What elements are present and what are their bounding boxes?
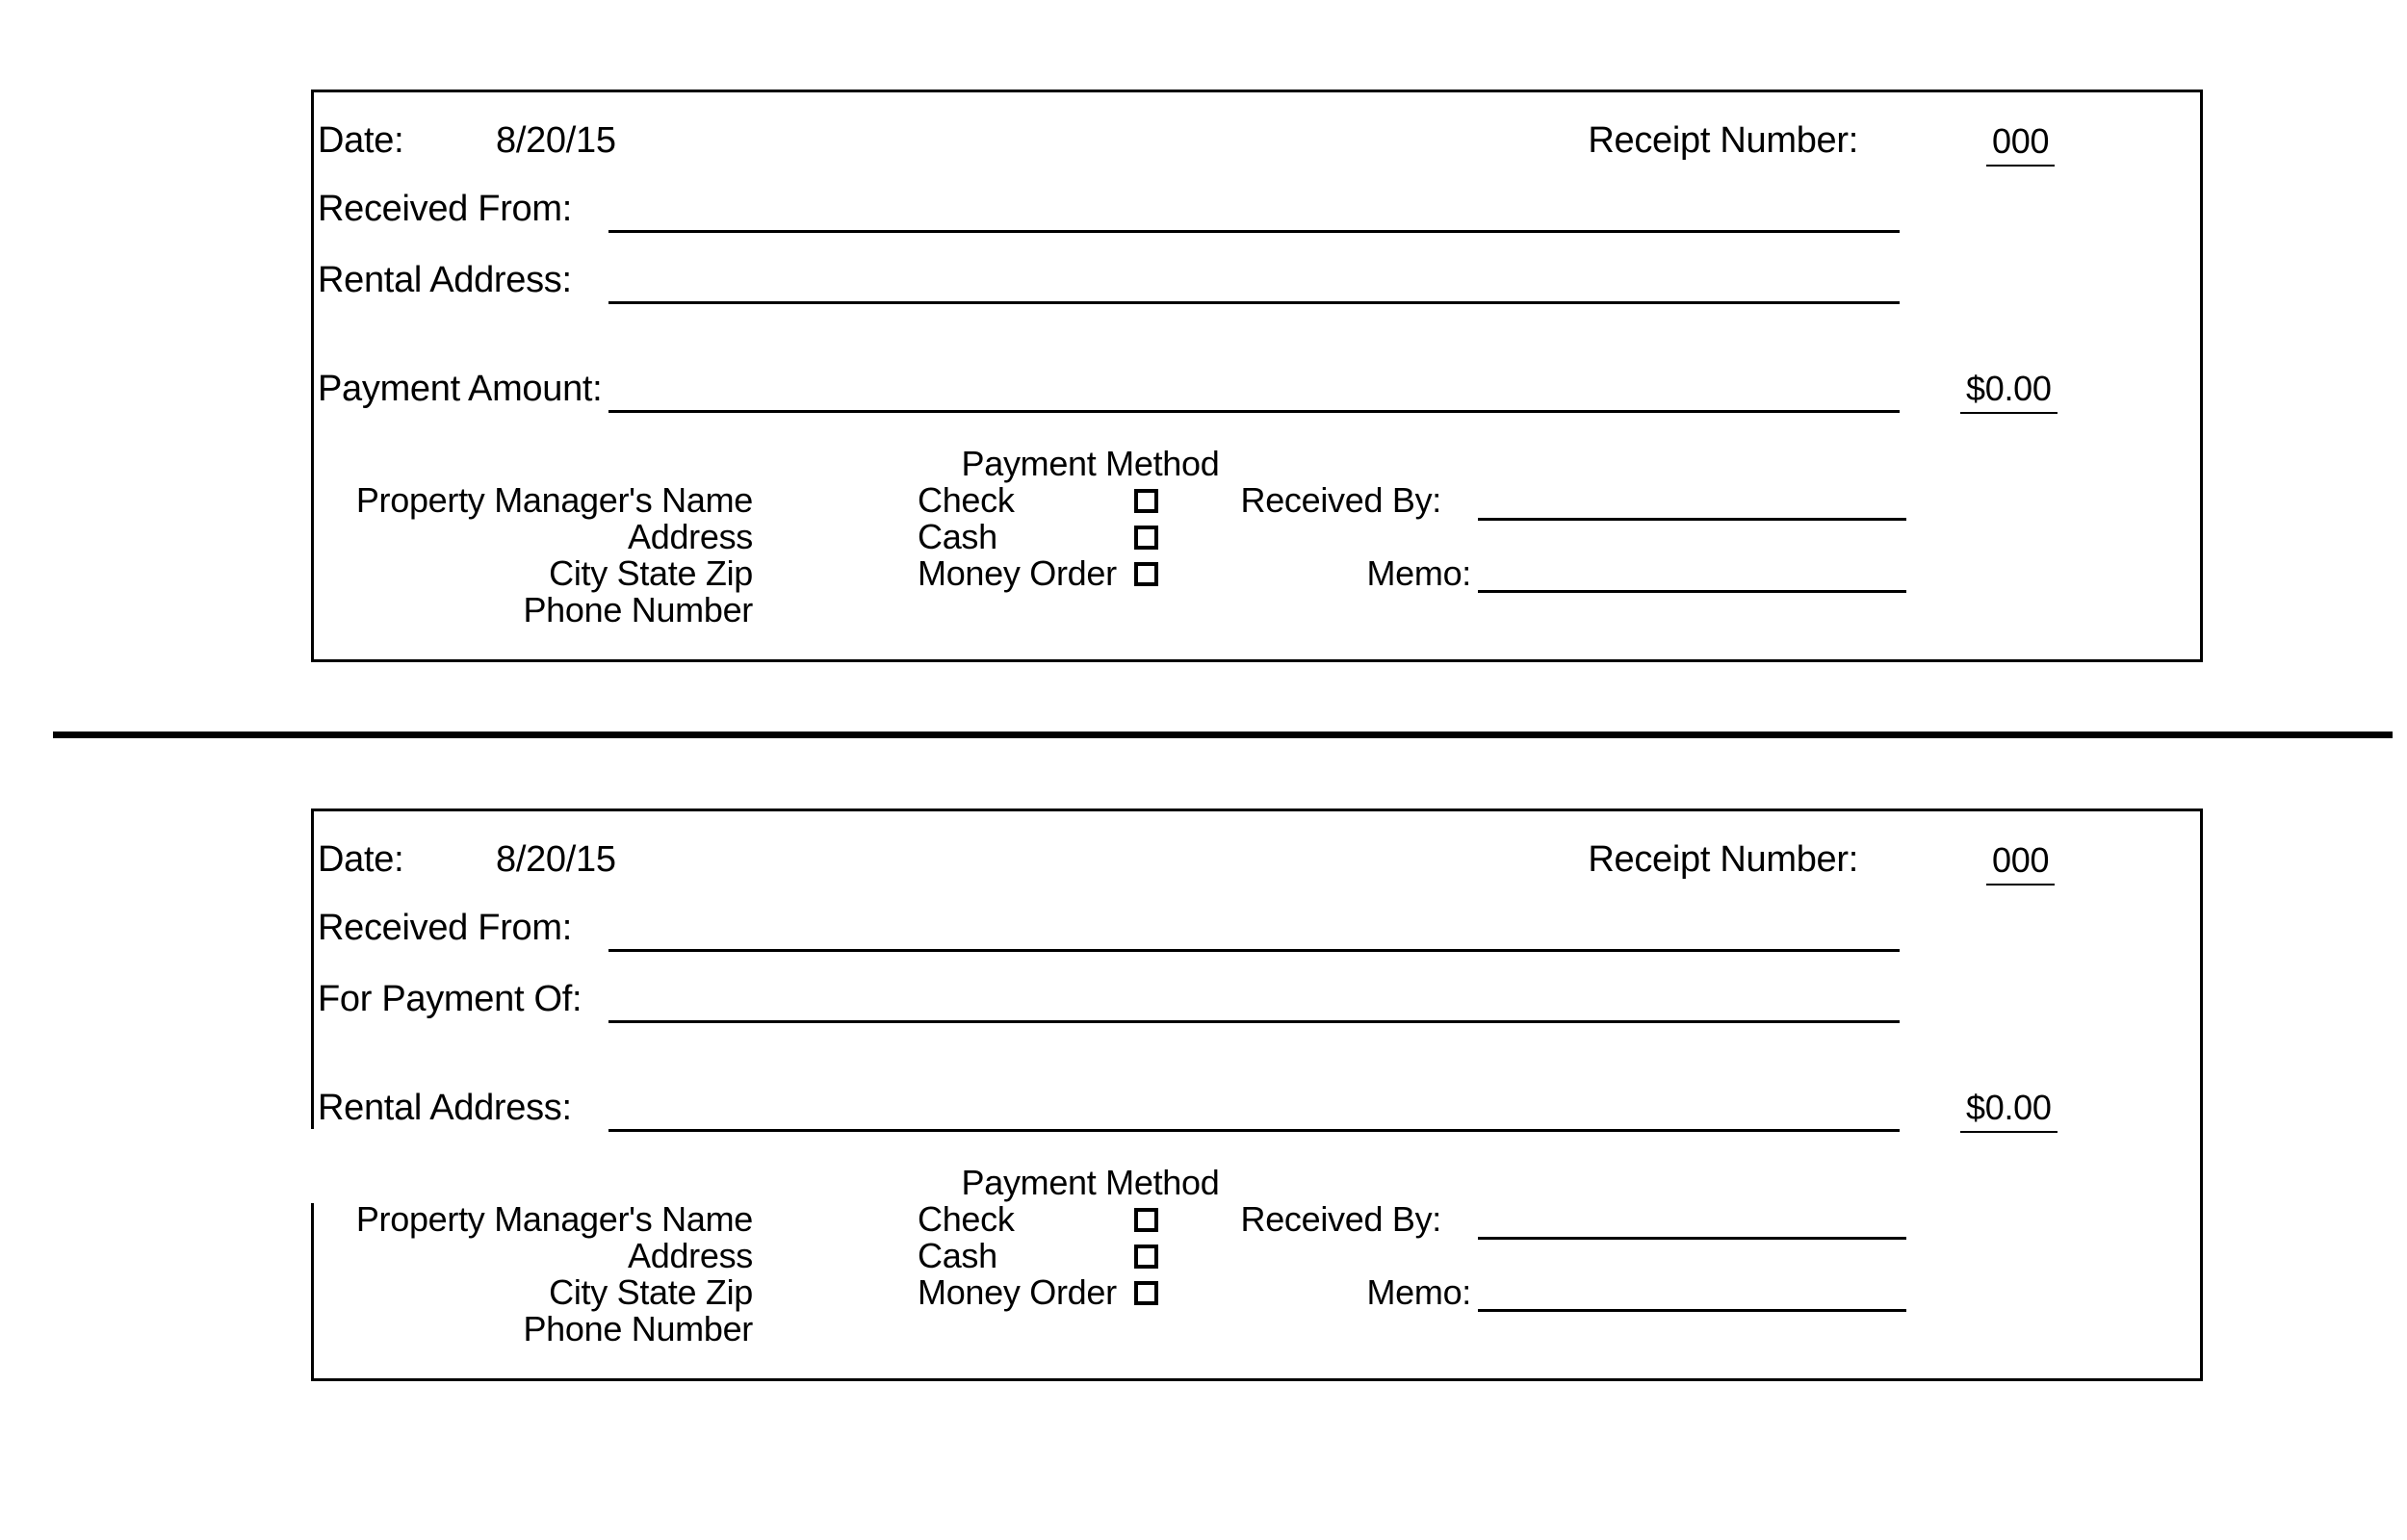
date-label: Date: [318,120,404,161]
field-label-payment-amount: Payment Amount: [318,369,603,409]
memo-line[interactable] [1478,1309,1906,1312]
option-label-money-order: Money Order [918,1272,1117,1312]
date-value: 8/20/15 [496,120,616,161]
manager-phone-placeholder: Phone Number [523,590,753,629]
date-label: Date: [318,839,404,880]
memo-line[interactable] [1478,590,1906,593]
field-label-received-from: Received From: [318,908,572,948]
field-label-received-from: Received From: [318,189,572,229]
received-by-label: Received By: [1240,480,1441,520]
payment-amount-value[interactable]: $0.00 [1960,1088,2049,1133]
money-order-checkbox[interactable] [1134,1281,1158,1305]
manager-name-placeholder: Property Manager's Name [355,480,753,520]
manager-address-placeholder: Address [628,517,753,556]
payment-method-title: Payment Method [961,1163,1220,1202]
receipt-number-label: Receipt Number: [1588,120,1858,161]
receipt-number-value[interactable]: 000 [1986,840,2054,886]
option-label-cash: Cash [918,517,997,556]
memo-label: Memo: [1366,1272,1471,1312]
fill-line-rental-address[interactable] [608,1129,1900,1132]
check-checkbox[interactable] [1134,489,1158,513]
receipt-number-value[interactable]: 000 [1986,121,2054,167]
field-label-for-payment-of: For Payment Of: [318,979,582,1019]
check-checkbox[interactable] [1134,1208,1158,1232]
received-by-line[interactable] [1478,518,1906,521]
receipt-number-label: Receipt Number: [1588,839,1858,880]
option-label-money-order: Money Order [918,553,1117,593]
manager-city-state-zip-placeholder: City State Zip [549,1272,753,1312]
option-label-cash: Cash [918,1236,997,1275]
payment-amount-value[interactable]: $0.00 [1960,369,2049,414]
fill-line-received-from[interactable] [608,949,1900,952]
memo-label: Memo: [1366,553,1471,593]
manager-name-placeholder: Property Manager's Name [355,1199,753,1239]
money-order-checkbox[interactable] [1134,562,1158,586]
receipt-bottom [0,719,2407,1412]
field-label-rental-address: Rental Address: [318,260,572,300]
received-by-label: Received By: [1240,1199,1441,1239]
option-label-check: Check [918,1199,1015,1239]
cash-checkbox[interactable] [1134,1245,1158,1269]
payment-method-title: Payment Method [961,444,1220,483]
option-label-check: Check [918,480,1015,520]
received-by-line[interactable] [1478,1237,1906,1240]
fill-line-received-from[interactable] [608,230,1900,233]
manager-address-placeholder: Address [628,1236,753,1275]
manager-city-state-zip-placeholder: City State Zip [549,553,753,593]
fill-line-payment-amount[interactable] [608,410,1900,413]
fill-line-for-payment-of[interactable] [608,1020,1900,1023]
cash-checkbox[interactable] [1134,526,1158,550]
manager-phone-placeholder: Phone Number [523,1309,753,1348]
left-border-upper-segment [311,808,314,1129]
left-border-lower-segment [311,1203,314,1381]
field-label-rental-address: Rental Address: [318,1088,572,1128]
date-value: 8/20/15 [496,839,616,880]
fill-line-rental-address[interactable] [608,301,1900,304]
receipt-top [0,0,2407,693]
